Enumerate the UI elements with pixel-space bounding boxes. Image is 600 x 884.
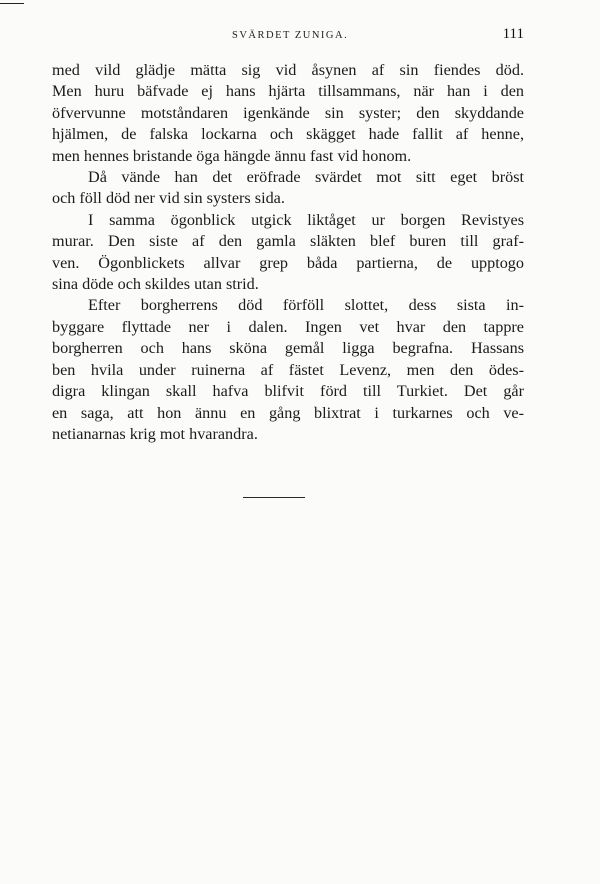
- text-line: murar. Den siste af den gamla släkten blef buren till graf-: [52, 232, 524, 251]
- paragraph: [52, 295, 524, 445]
- text-line: Men huru bäfvade ej hans hjärta tillsammans, när han i den: [52, 82, 524, 101]
- text-line: Efter borgherrens död förföll slottet, dess sista in-: [88, 296, 524, 315]
- text-line: byggare flyttade ner i dalen. Ingen vet hvar den tappre: [52, 317, 524, 336]
- text-line: digra klingan skall hafva blifvit förd till Turkiet. Det går: [52, 382, 524, 401]
- running-head: [52, 26, 524, 46]
- text-line: med vild glädje mätta sig vid åsynen af sin fiendes död.: [52, 61, 524, 79]
- text-line: öfvervunne motståndaren igenkände sin syster; den skyddande: [52, 103, 524, 122]
- body-text: [52, 60, 524, 445]
- text-line: ven. Ögonblickets allvar grep båda partierna, de upptogo: [52, 253, 524, 272]
- paragraph: [52, 167, 524, 210]
- text-line: I samma ögonblick utgick liktåget ur borgen Revistyes: [88, 210, 524, 229]
- running-title: SVÄRDET ZUNIGA.: [232, 30, 349, 41]
- text-line: men hennes bristande öga hängde ännu fast vid honom.: [52, 146, 412, 165]
- text-line: och föll död ner vid sin systers sida.: [52, 189, 285, 208]
- page-number: 111: [502, 26, 524, 42]
- text-line: en saga, att hon ännu en gång blixtrat i turkarnes och ve-: [52, 403, 524, 422]
- paragraph: [52, 60, 524, 167]
- text-line: ben hvila under ruinerna af fästet Levenz, men den ödes-: [52, 360, 524, 379]
- text-line: borgherren och hans sköna gemål ligga begrafna. Hassans: [52, 339, 524, 358]
- text-line: sina döde och skildes utan strid.: [52, 275, 259, 294]
- text-line: netianarnas krig mot hvarandra.: [52, 424, 258, 443]
- closing-rule: [243, 497, 305, 498]
- text-line: hjälmen, de falska lockarna och skägget hade fallit af henne,: [52, 125, 524, 144]
- text-line: Då vände han det eröfrade svärdet mot sitt eget bröst: [88, 168, 524, 187]
- corner-mark: [0, 3, 24, 4]
- paragraph: [52, 210, 524, 296]
